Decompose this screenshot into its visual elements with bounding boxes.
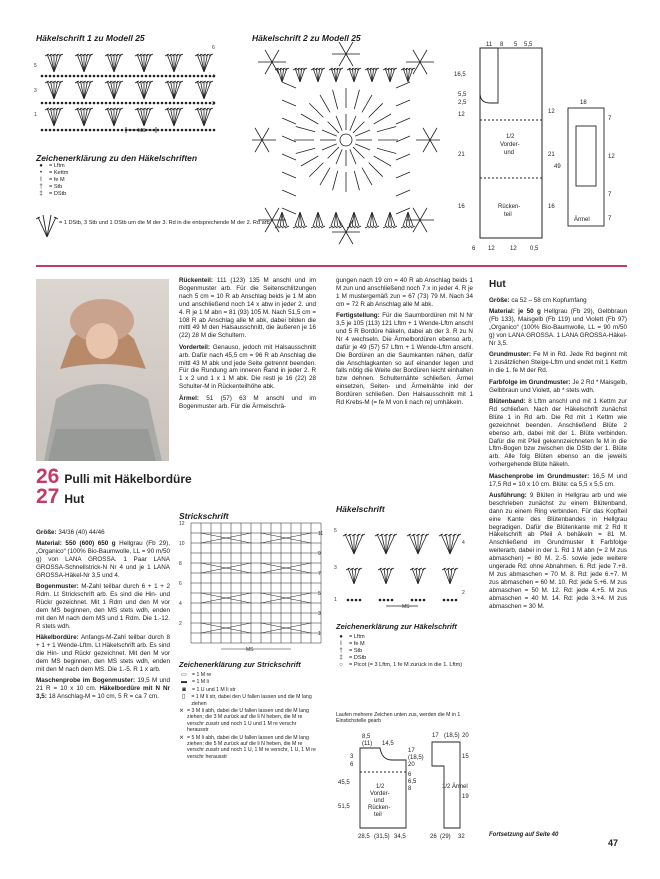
- para-heading: Material: 550 (600) 650 g: [36, 540, 116, 548]
- para-text: 8 Lftm anschl und mit 1 Kettm zur Rd schließen. Nach der Häkelschrift zunächst Blüte 1 in Rd arb. Die Rd mit 1 Kettm wie gezeichnet beenden. Anschließend Blüte 2 ebenso arb, dabei mit der 1. Blüte verbinden. Dafür die mit Pfeil gekennzeichneten fe M in die Lftm-Bogen bzw zwischen die DStb der 1. Blüte arb. Alle folg Blüten ebenso an die jeweils vorhergehende Blüte häkeln.: [489, 397, 627, 469]
- para-text: Anfangs-M-Zahl teilbar durch 8 + 1 + 1 Wende-Lftm. Lt Häkelschrift arb. Es sind die Hin- und Rückr gezeichnet. Mit den M vor dem MS beginnen, den MS stets wdh, enden mit den M nach dem MS. Die 1.-5. R 1 x arb.: [36, 634, 170, 673]
- chain-icon: ●: [339, 634, 343, 640]
- knit-row-11: 11: [318, 531, 324, 537]
- model-name-pullover: Pulli mit Häkelbordüre: [64, 472, 192, 486]
- chart1-ms-label: MS: [138, 128, 146, 134]
- dim-bottom-b: (31,5): [374, 834, 390, 840]
- para-heading: Größe:: [489, 297, 510, 304]
- legend-text: = Stb: [349, 648, 363, 654]
- dim-neck-3: 14,5: [382, 741, 394, 747]
- legend-text: = Kettm: [49, 170, 69, 176]
- section-divider: [36, 265, 627, 267]
- chain-icon: ●: [39, 163, 43, 169]
- legend-text: = 1 M re: [192, 672, 212, 678]
- knit-row-2: 2: [179, 621, 182, 627]
- fan-stitch-icon: [36, 213, 58, 239]
- legend-text: = fe M: [49, 177, 65, 183]
- dim-left-b: 3: [350, 754, 354, 760]
- knit-row-7: 7: [318, 571, 321, 577]
- legend-text: = 1 M li: [192, 679, 209, 686]
- dim-arm-bottom-1: 26: [430, 834, 437, 840]
- dim-bottom-2: 12: [488, 246, 495, 252]
- continued-note: Fortsetzung auf Seite 40: [489, 832, 559, 838]
- treble-crochet-icon: ‡: [339, 655, 343, 661]
- dim-side-2: 6,5: [408, 779, 417, 785]
- dim-top-3: 5: [514, 42, 518, 48]
- dim-left-6: 16: [458, 204, 465, 210]
- paragraph: [489, 297, 627, 305]
- para-heading: Ausführung:: [489, 491, 527, 499]
- para-heading: Farbfolge im Grundmuster:: [489, 378, 571, 386]
- para-text: 111 (123) 135 M anschl und im Bogenmuster arb. Für die Seitenschlitzungen nach 5 cm = 10 R ab Anschlag beids je 1 M abn und anschließend noch 14 x abw in jeder 2. und 4. R je 1 M abn = 81 (93) 105 M. Nach 51,5 cm = 108 R ab Anschlag alle M abk, dabei bilden die mittl 49 M den Halsausschnitt, die äußeren je 16 (22) 28 M die Schultern.: [179, 277, 316, 340]
- dim-arm-top-1: 17: [432, 733, 439, 739]
- dim-bottom-1: 6: [472, 246, 476, 252]
- knit-row-12: 12: [179, 521, 185, 527]
- label-half-2: 1/2: [376, 784, 385, 790]
- paragraph: [489, 473, 627, 489]
- crochet-legend-title: Zeichenerklärung zur Häkelschrift: [336, 622, 457, 631]
- dim-arm-bottom-2: (29): [440, 834, 451, 840]
- crochet-border-chart: [336, 514, 472, 614]
- paragraph: [336, 312, 473, 407]
- label-front: Vorder-: [500, 142, 520, 148]
- sleeve-length-dim: 49: [554, 164, 561, 170]
- slip-stitch-icon: •: [39, 170, 43, 176]
- dim-bottom-3: 12: [510, 246, 517, 252]
- paragraph: [36, 529, 170, 537]
- legend-text: = 3 M li abh, dabei die U fallen lassen und die M lang ziehen; die 3 M zurück auf die li N heben, die M re verschr zusstr und noch 1 U und 1 M re verschr herausstr: [187, 708, 309, 734]
- para-text: 51 (57) 63 M anschl und im Bogenmuster arb. Für die Ärmelschrä-: [179, 394, 316, 410]
- para-text: 16,5 M und 17,5 Rd = 10 x 10 cm. Blüte: ca 5,5 x 5,5 cm.: [489, 472, 627, 488]
- dim-right-top-1: 17: [408, 748, 415, 754]
- legend-text: = 1 M li str, dabei den U fallen lassen und die M lang ziehen: [191, 694, 312, 707]
- paragraph: [489, 308, 627, 348]
- paragraph: [336, 277, 473, 309]
- dim-neck-2: (11): [362, 741, 373, 747]
- dim-arm-top-3: 20: [462, 733, 469, 739]
- paragraph: [489, 379, 627, 395]
- para-text: Hellgrau (Fb 29), „Organico“ (100% Bio-Baumwolle, LL = 90 m/50 g) von LANA GROSSA. 1 Paar LANA GROSSA-Schnellstrick-N Nr 4 und je 1 LANA GROSSA-Häkel-Nr 3,5 und 4.: [36, 540, 170, 580]
- crochet-note: Laufen mehrere Zeichen unten zus, werden die M in 1 Einstichstelle gearb: [336, 712, 461, 725]
- dim-right-1: 12: [548, 109, 555, 115]
- chart1-row-1: 1: [34, 112, 37, 118]
- para-heading: Fertigstellung:: [336, 312, 380, 320]
- page-number: 47: [608, 838, 619, 848]
- dim-left-d: 51,5: [338, 804, 350, 810]
- knit-chart-title: Strickschrift: [179, 511, 229, 521]
- border-row-1: 1: [334, 597, 337, 603]
- drop-stitch-icon: ▯: [182, 694, 186, 701]
- knit-chart: [179, 521, 329, 651]
- para-text: 34/36 (40) 44/46: [56, 529, 105, 536]
- treble-crochet-icon: ‡: [39, 191, 43, 197]
- sleeve-top-dim: 18: [580, 100, 587, 106]
- para-heading: Grundmuster:: [489, 351, 531, 359]
- column-4: [489, 297, 627, 614]
- para-text: 9 Blüten in Hellgrau arb und wie beschrieben zunächst zu einem Blütenband, dann zu einem Ring verbinden. Für das Kopfteil eine Kante des Blütenbandes in Hellgrau begradigen. Dafür die Blütenkante mit 2 Rd lt Häkelschrift ab Pfeil A behäkeln = 81 M. Anschließend im Grundmuster lt Farbfolge weiterarb, dabei in der 1. Rd 1 M abn (= 2 M zus abmaschen) = 80 M. 2.-5. sowie jede weitere ungerade Rd: ohne Abnahmen. 6. Rd: jede 7.+8. M zus abmaschen = 70 M. 8. Rd: jede 6.+7. M zus abmaschen = 60 M. 10. Rd: jede 5.+6. M zus abmaschen = 50 M. 12. Rd: jede 4.+5. M zus abmaschen = 40 M. 14. Rd: jede 3.+4. M zus abmaschen = 30 M.: [489, 491, 627, 610]
- legend-text: = DStb: [349, 655, 367, 661]
- para-text: Hellgrau (Fb 29), Gelbbraun (Fb 133), Maisgelb (Fb 119) und Violett (Fb 97) „Organico“ (100% Bio-Baumwolle, LL = 90 m/50 g) von LANA GROSSA. 1 LANA GROSSA-Häkel-Nr 3,5.: [489, 308, 628, 348]
- para-heading: Vorderteil:: [179, 343, 211, 351]
- five-stitch-cluster-icon: ⨯: [179, 734, 185, 741]
- chart1-row-2: 2: [212, 101, 215, 107]
- border-row-2: 2: [462, 590, 465, 596]
- para-heading: Material: je 50 g: [489, 308, 541, 316]
- dim-left-c: 6: [350, 762, 354, 768]
- label-part: teil: [504, 212, 512, 218]
- para-text: ca 52 – 58 cm Kopfumfang: [509, 297, 587, 304]
- model-name-hat: Hut: [64, 492, 85, 506]
- chart1-row-3: 3: [34, 88, 37, 94]
- dim-side-1: 6: [408, 772, 412, 778]
- border-ms-label: MS: [402, 604, 410, 610]
- model-number-26: 26: [36, 465, 60, 488]
- crochet-legend: [336, 634, 476, 669]
- model-title: [36, 467, 192, 507]
- label-back-2: Rücken-: [368, 805, 391, 811]
- legend-text: = 1 U und 1 M li str: [192, 686, 236, 693]
- dim-left-3: 2,5: [458, 100, 467, 106]
- label-back: Rücken-: [498, 204, 521, 210]
- para-heading: Bogenmuster:: [36, 583, 79, 591]
- dim-right-2: 21: [548, 152, 555, 158]
- dim-neck-1: 8,5: [362, 734, 371, 740]
- knit-row-9: 9: [318, 551, 321, 557]
- dim-arm-top-2: (18,5): [444, 733, 460, 739]
- chart1-row-4: 4: [212, 74, 215, 80]
- para-heading: Maschenprobe im Grundmuster:: [489, 472, 590, 480]
- dim-left-4: 12: [458, 112, 465, 118]
- chart1-legend: [36, 163, 246, 198]
- model-photo: [36, 279, 169, 461]
- column-1: [36, 529, 170, 705]
- legend-text: = Stb: [49, 184, 63, 190]
- sleeve-dim-1: 7: [608, 116, 612, 122]
- chart1-legend-title: Zeichenerklärung zu den Häkelschriften: [36, 153, 198, 163]
- paragraph: [36, 583, 170, 630]
- para-text: 18 Anschlag-M = 10 cm, 5 R = ca 7 cm.: [46, 693, 159, 701]
- knit-row-1: 1: [318, 631, 321, 637]
- dim-left-1: 16,5: [454, 72, 466, 78]
- dim-top-1: 11: [486, 42, 493, 48]
- para-heading: Ärmel:: [179, 394, 199, 402]
- dim-arm-bottom-3: 32: [458, 834, 465, 840]
- knit-row-5: 5: [318, 591, 321, 597]
- para-text: Für die Saumbordüren mit N Nr 3,5 je 105 (113) 121 Lftm + 1 Wende-Lftm anschl und 5 R Bordüre häkeln, dabei ab der 3. R zu N Nr 4 wechseln. Die Ärmelbordüren ebenso arb, dafür je 49 (57) 57 Lftm + 1 Wende-Lftm anschl. Die Bordüren an die Saumkanten nähen, dafür die Anschlagkanten so auf einander legen und falls nötig die Weite der Bordüren leicht einhalten bzw dehnen. Schulternähte schließen. Ärmel einsetzen, Seiten- und Ärmelnähte inkl der Bordüren schließen. Den Halsausschnitt mit 1 Rd Krebs-M (= fe M von li nach re) umhäkeln.: [336, 312, 473, 407]
- sleeve-label: Ärmel: [574, 217, 590, 223]
- dim-arm-1: 15: [462, 754, 469, 760]
- yarn-over-icon: ◙: [182, 686, 186, 693]
- schematic-top: [450, 38, 630, 253]
- legend-text: = Lftm: [49, 163, 65, 169]
- model-number-27: 27: [36, 485, 60, 508]
- sleeve-dim-3: 7: [608, 192, 612, 198]
- legend-text: = Lftm: [349, 634, 365, 640]
- para-heading: Maschenprobe im Bogenmuster:: [36, 677, 136, 685]
- double-crochet-icon: †: [339, 648, 343, 654]
- double-crochet-icon: †: [39, 184, 43, 190]
- schematic-bottom: [336, 728, 476, 840]
- para-text: gungen nach 19 cm = 40 R ab Anschlag beids 1 M zun und anschließend noch 7 x in jeder 4. R je 1 M mustergemäß zun = 67 (73) 79 M. Nach 34 cm = 72 R ab Anschlag alle M abk.: [336, 277, 473, 308]
- dim-bottom-c: 34,5: [394, 834, 406, 840]
- chart1-row-6: 6: [212, 45, 215, 51]
- crochet-chart-1: [36, 42, 226, 142]
- legend-text: = Picot (= 3 Lftm, 1 fe M zurück in die 1. Lftm): [349, 662, 463, 668]
- dim-side-3: 8: [408, 786, 412, 792]
- paragraph: [489, 398, 627, 469]
- legend-text: = 5 M li abh, dabei die U fallen lassen und die M lang ziehen; die 5 M zurück auf die li N heben, die M re verschr zusstr und noch 1 U, 1 M re verschr, 1 U, 1 M re verschr herausstr: [187, 734, 316, 760]
- knit-row-10: 10: [179, 541, 185, 547]
- dim-bottom-4: 0,5: [530, 246, 539, 252]
- crochet-chart-2: [252, 42, 440, 247]
- dim-top-4: 5,5: [524, 42, 533, 48]
- dim-right-top-3: 20: [408, 762, 415, 768]
- knit-row-8: 8: [179, 561, 182, 567]
- paragraph: [36, 677, 170, 701]
- para-heading: Blütenband:: [489, 397, 526, 405]
- para-text: 19,5 M und 21 R = 10 x 10 cm.: [36, 677, 170, 693]
- paragraph: [489, 492, 627, 611]
- border-row-4: 4: [462, 540, 465, 546]
- dim-bottom-a: 28,5: [358, 834, 370, 840]
- single-crochet-icon: I: [340, 641, 342, 647]
- hat-heading: Hut: [489, 279, 506, 290]
- dim-left-5: 21: [458, 152, 465, 158]
- paragraph: [489, 351, 627, 375]
- border-row-5: 5: [334, 528, 337, 534]
- legend-text: = DStb: [49, 191, 67, 197]
- dim-right-3: 16: [548, 204, 555, 210]
- knit-legend: [179, 672, 319, 760]
- dim-top-2: 8: [500, 42, 504, 48]
- para-heading: Häkelbordüre:: [36, 634, 79, 642]
- chart1-title: Häkelschrift 1 zu Modell 25: [36, 33, 145, 43]
- label-sleeve-2: 1/2 Ärmel: [442, 784, 468, 790]
- para-text: M-Zahl teilbar durch 6 + 1 + 2 Rdm. Lt Strickschrift arb. Es sind die Hin- und Rückr gezeichnet. Mit 1 Rdm und den M vor dem MS beginnen, den MS stets wdh, enden mit den M nach dem MS und 1 Rdm. Die 1.-12. R stets wdh.: [36, 583, 170, 630]
- knit-row-4: 4: [179, 601, 182, 607]
- picot-icon: ○: [339, 662, 343, 668]
- para-text: Genauso, jedoch mit Halsausschnitt arb. Dafür nach 45,5 cm = 96 R ab Anschlag die mittl 43 M abk und jede Seite getrennt beenden. Für die Rundung am inneren Rand in jeder 2. R 1 x 2 und 1 x 1 M abk. Die restl je 16 (22) 28 Schulter-M in Rückenteilhöhe abk.: [179, 343, 316, 391]
- legend-text: = fe M: [349, 641, 365, 647]
- column-3: [336, 277, 473, 411]
- paragraph: [36, 540, 170, 580]
- para-heading: Häkelbordüre mit N Nr 3,5:: [36, 685, 170, 701]
- chart2-title: Häkelschrift 2 zu Modell 25: [252, 33, 361, 43]
- column-2: [179, 277, 316, 414]
- label-and: und: [504, 150, 515, 156]
- paragraph: [179, 395, 316, 411]
- paragraph: [36, 634, 170, 674]
- knit-ms-label: MS: [246, 647, 254, 653]
- three-stitch-cluster-icon: ⨯: [179, 708, 185, 715]
- paragraph: [179, 344, 316, 391]
- fan-stitch-note: = 1 DStb, 3 Stb und 1 DStb um die M der 3. Rd in die entsprechende M der 2. Rd arb: [59, 220, 270, 226]
- dim-arm-2: 19: [462, 794, 469, 800]
- knit-legend-title: Zeichenerklärung zur Strickschrift: [179, 660, 301, 669]
- border-row-3: 3: [334, 565, 337, 571]
- para-heading: Größe:: [36, 529, 57, 536]
- para-text: Je 2 Rd * Maisgelb, Gelbbraun und Violett, ab * stets wdh.: [489, 378, 628, 394]
- para-text: Fe M in Rd. Jede Rd beginnt mit 1 zusätzlichen Steige-Lftm und endet mit 1 Kettm in die 1. fe M der Rd.: [489, 351, 627, 375]
- sleeve-dim-4: 7: [608, 216, 612, 222]
- chart1-row-5: 5: [34, 63, 37, 69]
- paragraph: [179, 277, 316, 340]
- knit-row-3: 3: [318, 611, 321, 617]
- label-half: 1/2: [506, 134, 515, 140]
- crochet-chart-3-title: Häkelschrift: [336, 504, 385, 514]
- label-front-2: Vorder-: [370, 791, 390, 797]
- dim-left-a: 45,5: [338, 780, 350, 786]
- label-and-2: und: [374, 798, 385, 804]
- para-heading: Rückenteil:: [179, 277, 213, 284]
- single-crochet-icon: I: [40, 177, 42, 183]
- label-part-2: teil: [374, 812, 382, 818]
- purl-stitch-icon: ▬: [181, 679, 187, 686]
- sleeve-dim-2: 12: [608, 154, 615, 160]
- knit-stitch-icon: ▭: [181, 672, 187, 678]
- knit-row-6: 6: [179, 581, 182, 587]
- dim-left-2: 5,5: [458, 92, 467, 98]
- dim-right-top-2: (18,5): [408, 755, 424, 761]
